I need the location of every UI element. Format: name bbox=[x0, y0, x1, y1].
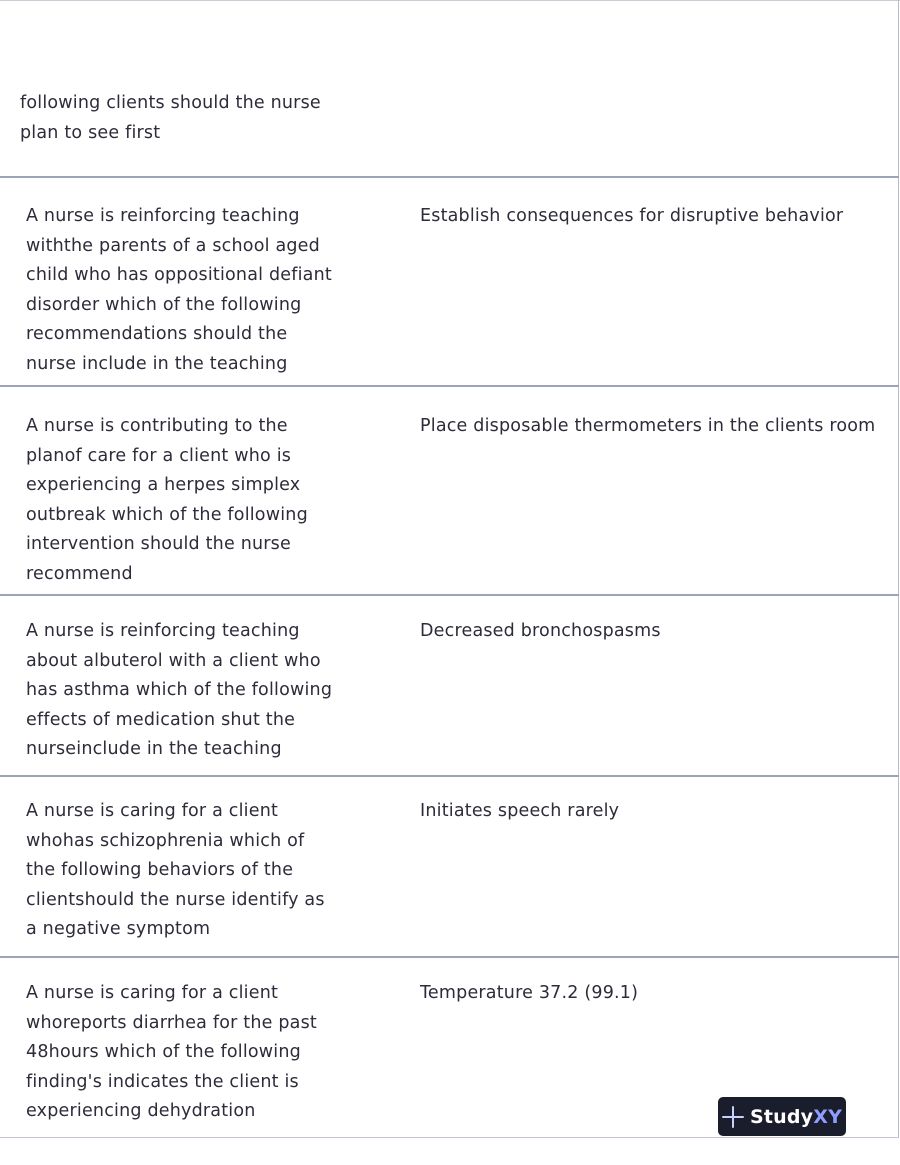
brand-name-accent: XY bbox=[813, 1105, 843, 1128]
answer-text: Establish consequences for disruptive behavior bbox=[420, 206, 844, 226]
row-divider bbox=[0, 176, 899, 178]
question-text: A nurse is contributing to the planof care for a client who is experiencing a herpes simplex outbreak which of the following intervention should the nurse recommend bbox=[26, 416, 308, 584]
question-text: following clients should the nurse plan to see first bbox=[20, 93, 321, 143]
table-right-border bbox=[898, 0, 899, 1138]
brand-name bbox=[750, 1106, 842, 1128]
answer-text: Temperature 37.2 (99.1) bbox=[420, 983, 639, 1003]
plus-icon bbox=[722, 1106, 744, 1128]
studyxy-logo-badge[interactable] bbox=[718, 1097, 846, 1136]
answer-text: Place disposable thermometers in the clients room bbox=[420, 416, 876, 436]
question-text: A nurse is reinforcing teaching about albuterol with a client who has asthma which of the following effects of medication shut the nurseinclude in the teaching bbox=[26, 621, 333, 760]
row-divider bbox=[0, 956, 899, 958]
row-divider bbox=[0, 1137, 899, 1138]
brand-name-main: Study bbox=[749, 1105, 814, 1128]
question-text: A nurse is reinforcing teaching withthe parents of a school aged child who has oppositional defiant disorder which of the following recommendations should the nurse include in the teaching bbox=[26, 206, 332, 374]
table-top-border bbox=[0, 0, 900, 1]
question-text: A nurse is caring for a client whohas schizophrenia which of the following behaviors of the clientshould the nurse identify as a negative symptom bbox=[26, 801, 325, 940]
answer-text: Decreased bronchospasms bbox=[420, 621, 661, 641]
row-divider bbox=[0, 594, 899, 596]
row-divider bbox=[0, 775, 899, 777]
row-divider bbox=[0, 385, 899, 387]
question-text: A nurse is caring for a client whoreports diarrhea for the past 48hours which of the following finding's indicates the client is experiencing dehydration bbox=[26, 983, 317, 1122]
answer-text: Initiates speech rarely bbox=[420, 801, 620, 821]
